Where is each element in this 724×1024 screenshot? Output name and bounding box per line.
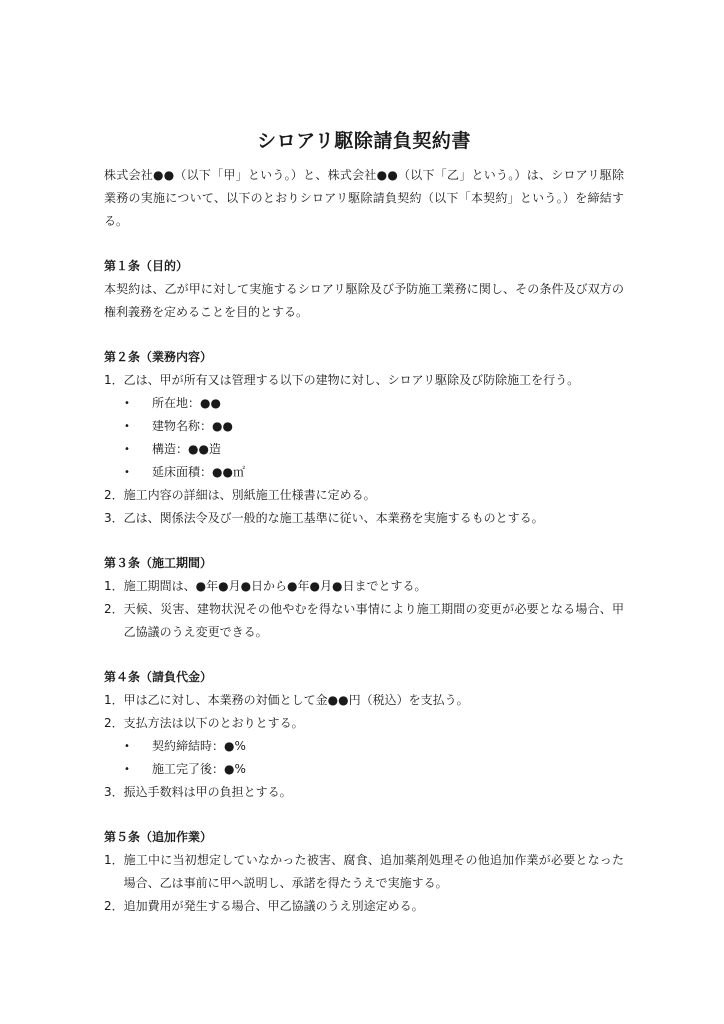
article-heading: 第１条（目的） <box>104 259 189 273</box>
clause-item <box>104 598 624 644</box>
clause-number: 3． <box>104 511 124 525</box>
bullet-text: 構造：●●造 <box>152 442 221 456</box>
clause-number: 2． <box>104 488 124 502</box>
article-section <box>104 826 624 918</box>
clause-number: 2． <box>104 716 124 730</box>
bullet-icon: • <box>124 467 130 478</box>
clause-number: 2． <box>104 899 124 913</box>
clause-text: 振込手数料は甲の負担とする。 <box>123 785 292 799</box>
clause-text: 施工期間は、●年●月●日から●年●月●日までとする。 <box>123 579 427 593</box>
clause-item <box>104 712 624 735</box>
bullet-icon: • <box>124 741 130 752</box>
bullet-text: 施工完了後：●% <box>152 762 246 776</box>
clause-item <box>104 507 624 530</box>
article-heading: 第４条（請負代金） <box>104 670 213 684</box>
document-content <box>104 128 624 918</box>
clause-number: 1． <box>104 853 124 867</box>
article-section <box>104 666 624 804</box>
bullet-list <box>104 735 624 781</box>
clause-number: 1． <box>104 579 124 593</box>
clause-item <box>104 575 624 598</box>
clause-text: 天候、災害、建物状況その他やむを得ない事情により施工期間の変更が必要となる場合、甲乙協議のうえ変更できる。 <box>123 602 624 639</box>
clause-number: 1． <box>104 693 124 707</box>
clause-text: 施工中に当初想定していなかった被害、腐食、追加薬剤処理その他追加作業が必要となった場合、乙は事前に甲へ説明し、承諾を得たうえで実施する。 <box>123 853 624 890</box>
clause-item <box>104 895 624 918</box>
article-section <box>104 255 624 324</box>
bullet-item <box>104 461 624 484</box>
intro-paragraph: 株式会社●●（以下「甲」という。）と、株式会社●●（以下「乙」という。）は、シロアリ駆除業務の実施について、以下のとおりシロアリ駆除請負契約（以下「本契約」という。）を締結する。 <box>104 168 624 228</box>
clause-number: 2． <box>104 602 124 616</box>
bullet-item <box>104 758 624 781</box>
article-section <box>104 552 624 644</box>
bullet-icon: • <box>124 398 130 409</box>
bullet-item <box>104 735 624 758</box>
clause-item <box>104 689 624 712</box>
bullet-item <box>104 392 624 415</box>
clause-item <box>104 369 624 392</box>
article-heading: 第５条（追加作業） <box>104 830 213 844</box>
clause-item <box>104 484 624 507</box>
clause-item <box>104 849 624 895</box>
document-title: シロアリ駆除請負契約書 <box>257 130 471 152</box>
bullet-icon: • <box>124 764 130 775</box>
clause-number: 3． <box>104 785 124 799</box>
clause-text: 支払方法は以下のとおりとする。 <box>123 716 304 730</box>
clause-text: 乙は、関係法令及び一般的な施工基準に従い、本業務を実施するものとする。 <box>123 511 544 525</box>
bullet-text: 建物名称：●● <box>152 419 233 433</box>
clause-item <box>104 781 624 804</box>
clause-text: 乙は、甲が所有又は管理する以下の建物に対し、シロアリ駆除及び防除施工を行う。 <box>123 373 580 387</box>
clause-text: 施工内容の詳細は、別紙施工仕様書に定める。 <box>123 488 376 502</box>
clause-text: 甲は乙に対し、本業務の対価として金●●円（税込）を支払う。 <box>123 693 469 707</box>
article-body: 本契約は、乙が甲に対して実施するシロアリ駆除及び予防施工業務に関し、その条件及び双方の権利義務を定めることを目的とする。 <box>104 282 624 319</box>
bullet-item <box>104 438 624 461</box>
bullet-list <box>104 392 624 484</box>
clause-text: 追加費用が発生する場合、甲乙協議のうえ別途定める。 <box>123 899 424 913</box>
bullet-text: 契約締結時：●% <box>152 739 246 753</box>
bullet-icon: • <box>124 421 130 432</box>
articles-container <box>104 255 624 918</box>
bullet-item <box>104 415 624 438</box>
article-section <box>104 346 624 530</box>
bullet-text: 延床面積：●●㎡ <box>152 465 245 479</box>
clause-number: 1． <box>104 373 124 387</box>
article-heading: 第３条（施工期間） <box>104 556 213 570</box>
bullet-icon: • <box>124 444 130 455</box>
bullet-text: 所在地：●● <box>152 396 221 410</box>
article-heading: 第２条（業務内容） <box>104 350 213 364</box>
